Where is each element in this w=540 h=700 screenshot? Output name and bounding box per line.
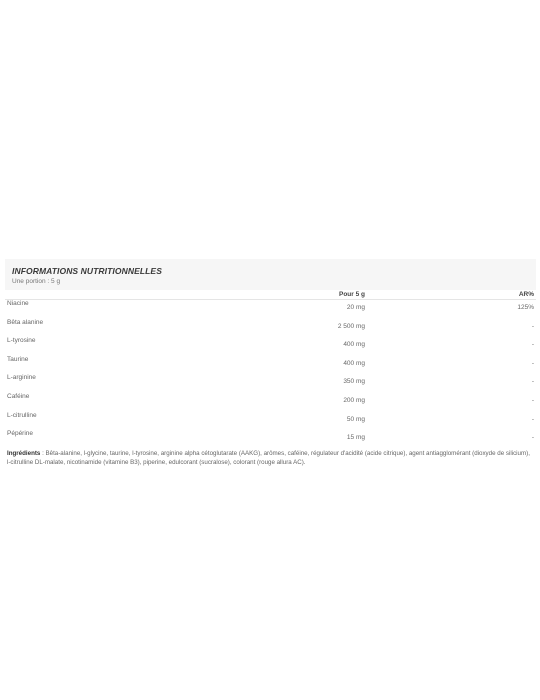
portion-size: Une portion : 5 g — [12, 278, 61, 285]
column-header-per-serving: Pour 5 g — [338, 291, 365, 298]
nutrient-name: L-tyrosine — [7, 337, 36, 345]
nutrient-amount: 400 mg — [343, 359, 365, 367]
nutrient-name: Niacine — [7, 300, 29, 307]
ingredients-list: : Bêta-alanine, l-glycine, taurine, l-tyrosine, arginine alpha cétoglutarate (AAKG), arômes, caféine, régulateur d'acidité (acide citrique), agent antiagglomérant (dioxyde de silicium), l-citrulline DL-malate, nicotinamide (vitamine B3), piperine, edulcorant (sucralose), colorant (rouge allura AC). — [7, 449, 530, 467]
nutrient-ar: - — [531, 341, 534, 349]
nutrient-name: Bêta alanine — [7, 318, 44, 326]
table-header-row — [5, 290, 536, 300]
nutrient-name: Taurine — [7, 355, 29, 363]
nutrient-amount: 350 mg — [343, 378, 365, 386]
nutrient-name: Caféine — [7, 392, 30, 400]
nutrition-title: INFORMATIONS NUTRITIONNELLES — [12, 266, 162, 276]
column-header-name — [5, 290, 272, 300]
nutrition-panel — [5, 259, 536, 468]
nutrient-amount: 400 mg — [343, 341, 365, 349]
nutrient-ar: 125% — [517, 304, 534, 311]
nutrient-amount: 15 mg — [346, 434, 365, 442]
nutrient-name: L-arginine — [7, 374, 36, 382]
table-row — [5, 393, 536, 412]
ingredients-label: Ingrédients — [7, 449, 41, 457]
nutrient-amount: 50 mg — [346, 415, 365, 423]
ingredients-text — [5, 449, 536, 468]
table-row — [5, 412, 536, 431]
nutrient-name: L-citrulline — [7, 411, 37, 419]
nutrient-name: Pépérine — [7, 430, 34, 438]
table-row — [5, 374, 536, 393]
table-row — [5, 319, 536, 338]
nutrient-amount: 2 500 mg — [337, 322, 365, 330]
table-body — [5, 300, 536, 449]
table-row — [5, 430, 536, 449]
nutrient-ar: - — [531, 434, 534, 442]
column-header-ar: AR% — [518, 291, 534, 298]
nutrient-ar: - — [531, 415, 534, 423]
table-row — [5, 356, 536, 375]
nutrient-amount: 200 mg — [343, 396, 365, 404]
table-row — [5, 337, 536, 356]
nutrition-table — [5, 290, 536, 449]
nutrient-ar: - — [531, 378, 534, 386]
nutrient-ar: - — [531, 359, 534, 367]
table-row — [5, 300, 536, 319]
nutrient-ar: - — [531, 396, 534, 404]
nutrient-ar: - — [531, 322, 534, 330]
nutrition-header — [5, 259, 536, 290]
nutrient-amount: 20 mg — [346, 304, 365, 311]
